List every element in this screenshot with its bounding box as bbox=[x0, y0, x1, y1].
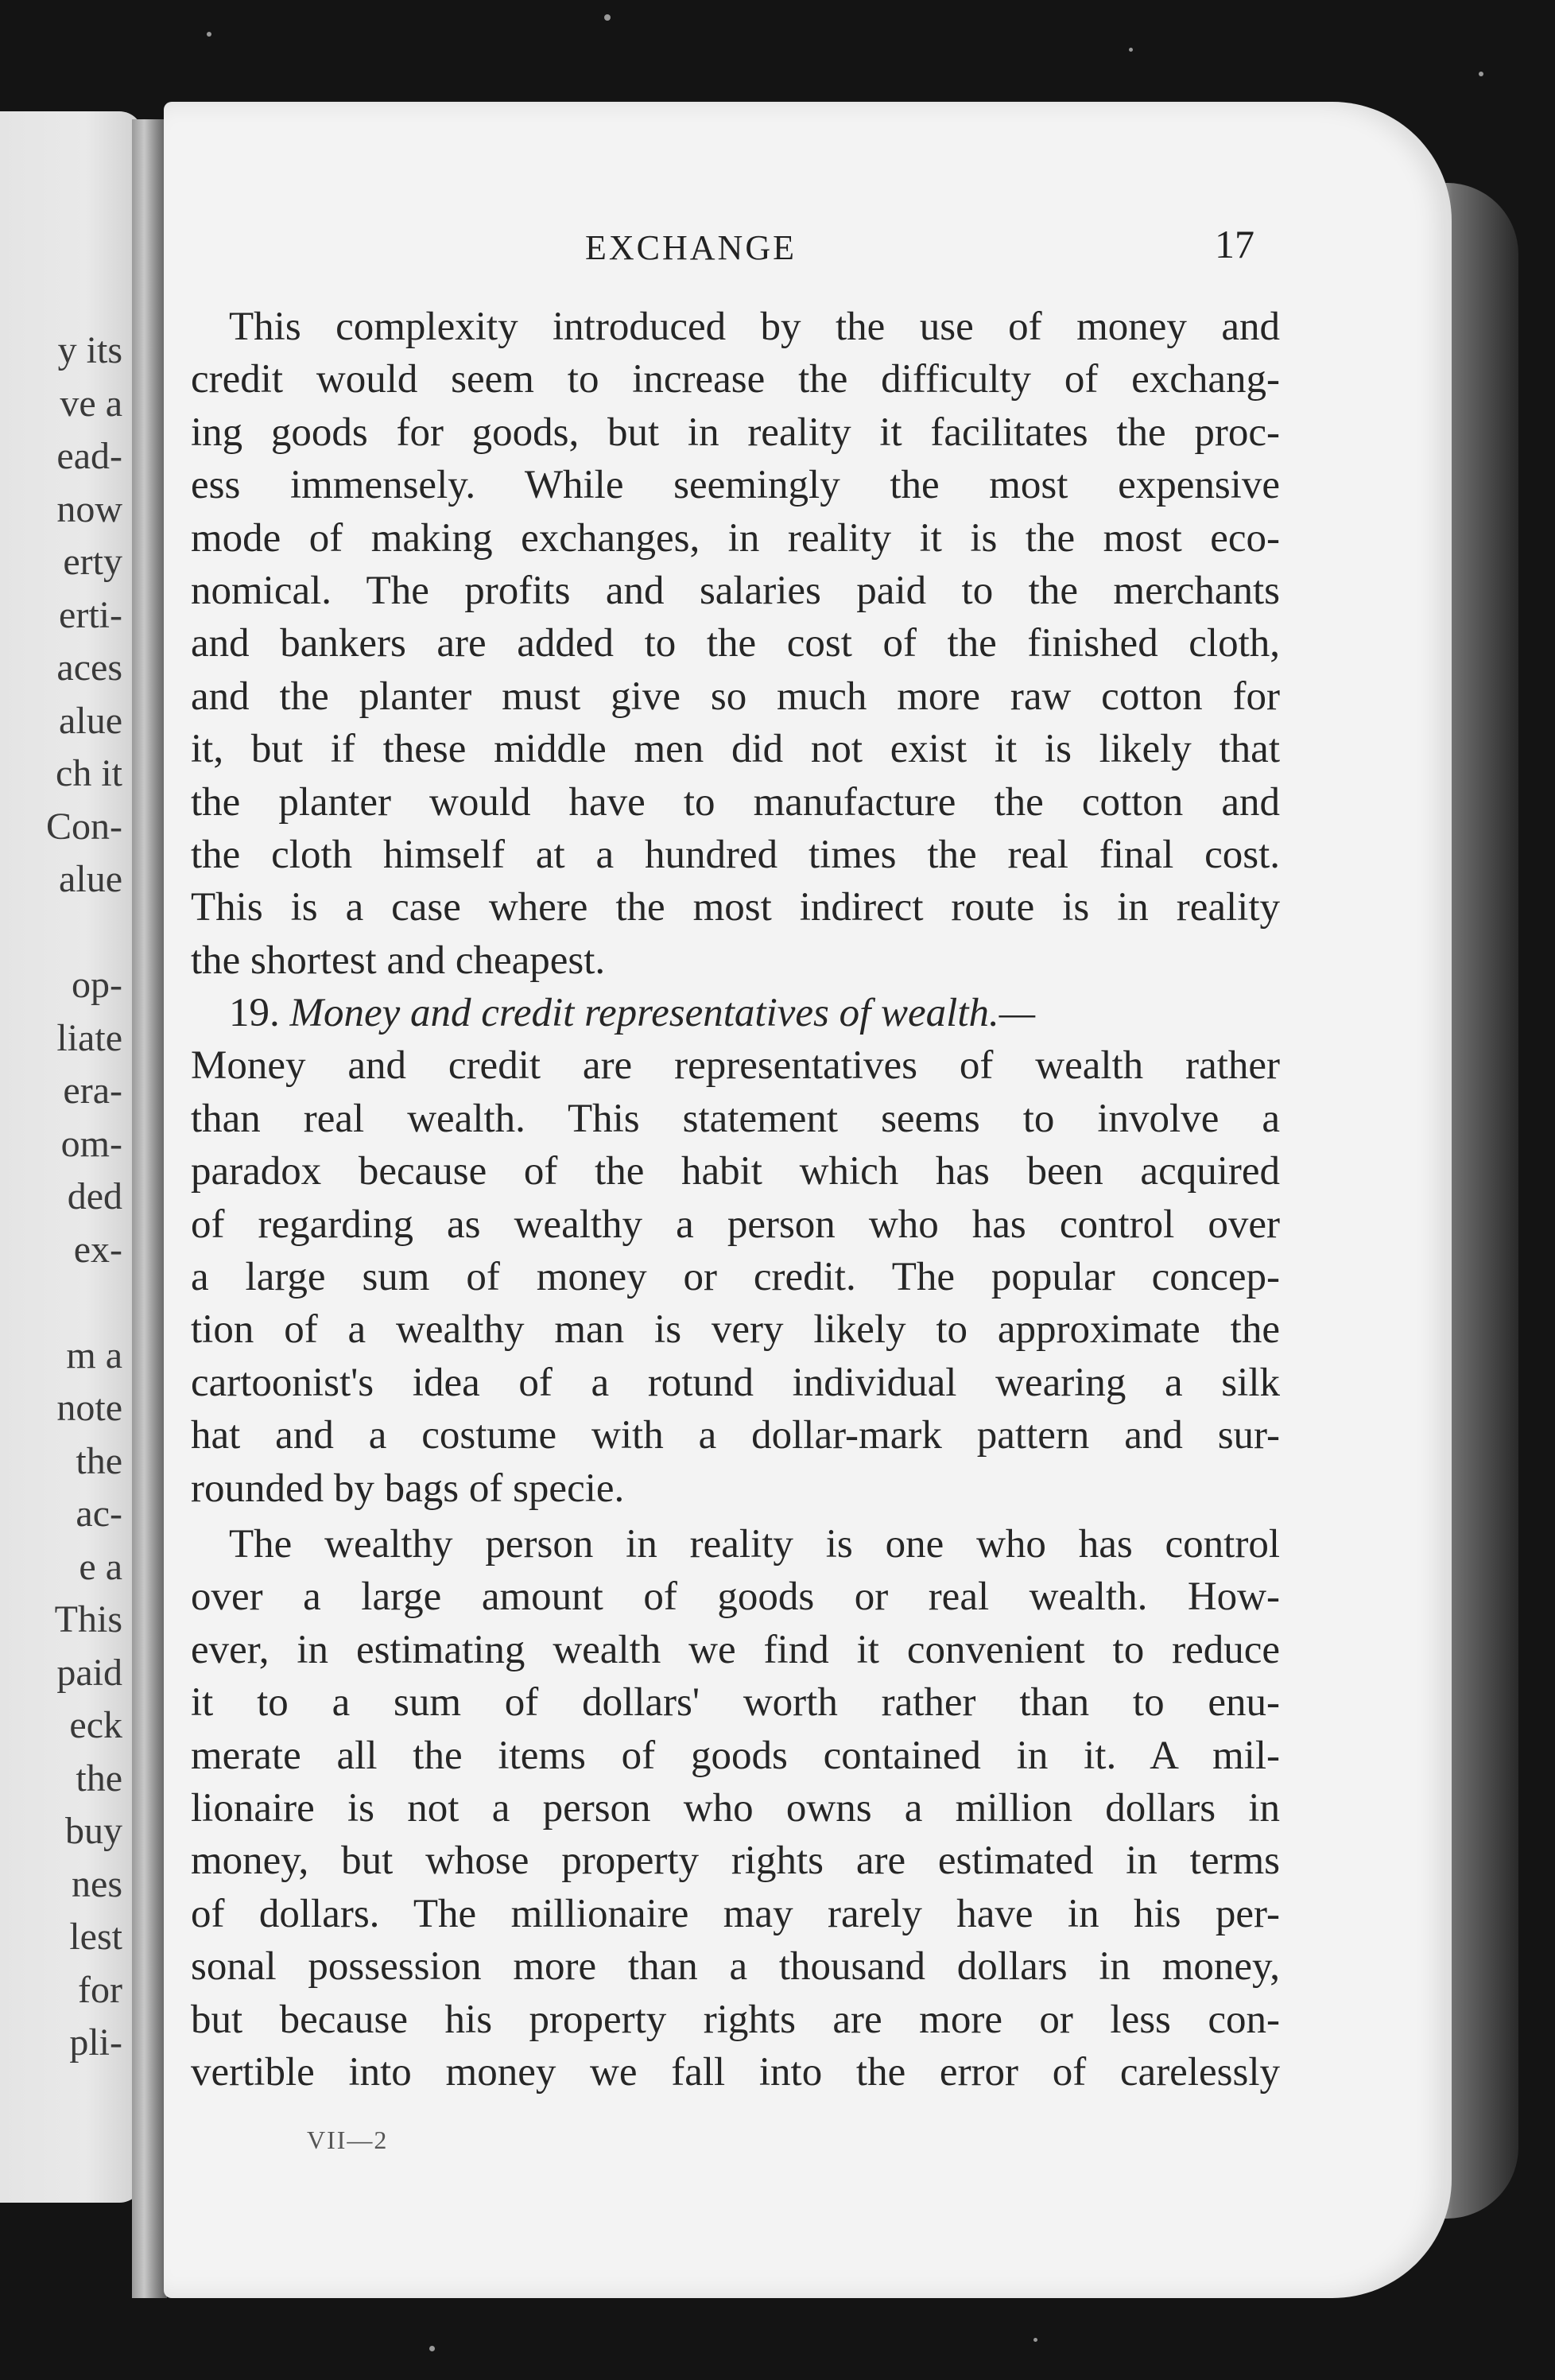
text-line: The wealthy person in reality is one who has control bbox=[229, 1521, 1280, 1567]
previous-page-fragment: op- bbox=[72, 964, 122, 1006]
previous-page-fragment: lest bbox=[69, 1916, 122, 1958]
previous-page-fragment: alue bbox=[59, 858, 122, 900]
page-number: 17 bbox=[1215, 222, 1254, 266]
text-line: lionaire is not a person who owns a million dollars in bbox=[191, 1785, 1280, 1831]
text-line: credit would seem to increase the difficulty of exchang- bbox=[191, 357, 1280, 402]
previous-page-fragment: pli- bbox=[69, 2021, 122, 2064]
current-page bbox=[164, 102, 1452, 2298]
previous-page-fragment: ded bbox=[67, 1175, 122, 1217]
previous-page-fragment: the bbox=[76, 1757, 122, 1800]
previous-page-fragment: m a bbox=[66, 1334, 122, 1376]
text-line: but because his property rights are more or less con- bbox=[191, 1997, 1280, 2042]
book-gutter bbox=[132, 119, 167, 2298]
text-line: the planter would have to manufacture the cotton and bbox=[191, 779, 1280, 825]
previous-page-fragment: era- bbox=[63, 1070, 122, 1112]
text-line: hat and a costume with a dollar-mark pattern and sur- bbox=[191, 1413, 1280, 1458]
previous-page-fragment: note bbox=[56, 1387, 122, 1429]
backdrop-speck bbox=[1479, 72, 1483, 76]
text-line: ing goods for goods, but in reality it facilitates the proc- bbox=[191, 410, 1280, 455]
previous-page-fragment bbox=[46, 907, 122, 960]
text-line: Money and credit are representatives of wealth rather bbox=[191, 1043, 1280, 1089]
text-line: This complexity introduced by the use of money and bbox=[229, 305, 1280, 349]
previous-page-fragment: liate bbox=[56, 1016, 122, 1059]
text-line: a large sum of money or credit. The popular concep- bbox=[191, 1255, 1280, 1300]
section-heading: Money and credit representatives of wealth.— bbox=[289, 991, 1036, 1036]
previous-page-fragment: y its bbox=[57, 329, 122, 371]
text-line: and bankers are added to the cost of the finished cloth, bbox=[191, 621, 1280, 666]
previous-page-fragment: e a bbox=[79, 1545, 122, 1588]
previous-page-fragment: ch it bbox=[56, 752, 122, 794]
previous-page-fragment: the bbox=[76, 1439, 122, 1482]
backdrop-speck bbox=[1129, 48, 1133, 52]
previous-page-fragment: Con- bbox=[46, 805, 122, 848]
previous-page-fragment: alue bbox=[59, 699, 122, 742]
text-line: mode of making exchanges, in reality it is the most eco- bbox=[191, 515, 1280, 561]
backdrop-speck bbox=[429, 2346, 435, 2351]
previous-page-fragment: This bbox=[54, 1598, 122, 1640]
text-line: it to a sum of dollars' worth rather than to enu- bbox=[191, 1680, 1280, 1726]
previous-page-text-fragments bbox=[46, 324, 122, 2070]
previous-page-fragment: now bbox=[56, 487, 122, 530]
text-line: This is a case where the most indirect route is in reality bbox=[191, 885, 1280, 930]
text-line: sonal possession more than a thousand dollars in money, bbox=[191, 1944, 1280, 1990]
text-line: it, but if these middle men did not exist it is likely that bbox=[191, 727, 1280, 772]
text-line: the shortest and cheapest. bbox=[191, 938, 606, 983]
text-line: paradox because of the habit which has been acquired bbox=[191, 1149, 1280, 1194]
text-line: over a large amount of goods or real wealth. How- bbox=[191, 1574, 1280, 1620]
previous-page-fragment: eck bbox=[69, 1704, 122, 1746]
previous-page-fragment bbox=[46, 1276, 122, 1330]
text-line: tion of a wealthy man is very likely to approximate the bbox=[191, 1307, 1280, 1353]
text-line: ever, in estimating wealth we find it convenient to reduce bbox=[191, 1627, 1280, 1672]
previous-page-fragment: erti- bbox=[59, 593, 122, 636]
previous-page-fragment: aces bbox=[56, 646, 122, 689]
backdrop-speck bbox=[1033, 2338, 1037, 2342]
running-head: EXCHANGE bbox=[585, 228, 797, 267]
previous-page-fragment: buy bbox=[65, 1810, 122, 1852]
text-line: nomical. The profits and salaries paid to the merchants bbox=[191, 568, 1280, 613]
text-line: of regarding as wealthy a person who has control over bbox=[191, 1202, 1280, 1247]
previous-page-fragment: ac- bbox=[76, 1493, 122, 1535]
text-line bbox=[191, 987, 1280, 1039]
previous-page bbox=[0, 111, 143, 2203]
previous-page-fragment: om- bbox=[60, 1122, 122, 1165]
text-line: the cloth himself at a hundred times the real final cost. bbox=[191, 832, 1280, 877]
text-line: cartoonist's idea of a rotund individual wearing a silk bbox=[191, 1360, 1280, 1405]
previous-page-fragment: erty bbox=[63, 541, 122, 583]
previous-page-fragment: nes bbox=[72, 1862, 122, 1905]
previous-page-fragment: ve a bbox=[60, 382, 122, 425]
text-line: rounded by bags of specie. bbox=[191, 1466, 625, 1511]
text-line: money, but whose property rights are estimated in terms bbox=[191, 1838, 1280, 1884]
signature-mark: VII—2 bbox=[307, 2126, 389, 2154]
previous-page-fragment: ead- bbox=[56, 435, 122, 477]
previous-page-fragment: paid bbox=[56, 1651, 122, 1694]
section-number: 19. bbox=[229, 991, 290, 1036]
text-line: than real wealth. This statement seems to involve a bbox=[191, 1096, 1280, 1141]
backdrop-speck bbox=[207, 32, 211, 37]
text-line: ess immensely. While seemingly the most expensive bbox=[191, 463, 1280, 508]
previous-page-fragment: ex- bbox=[73, 1228, 122, 1271]
text-line: vertible into money we fall into the error of carelessly bbox=[191, 2049, 1280, 2095]
text-line: merate all the items of goods contained in it. A mil- bbox=[191, 1733, 1280, 1778]
backdrop-speck bbox=[604, 14, 611, 21]
text-line: of dollars. The millionaire may rarely have in his per- bbox=[191, 1891, 1280, 1936]
previous-page-fragment: for bbox=[78, 1968, 122, 2011]
body-text bbox=[191, 301, 1280, 2099]
text-line: and the planter must give so much more raw cotton for bbox=[191, 674, 1280, 719]
